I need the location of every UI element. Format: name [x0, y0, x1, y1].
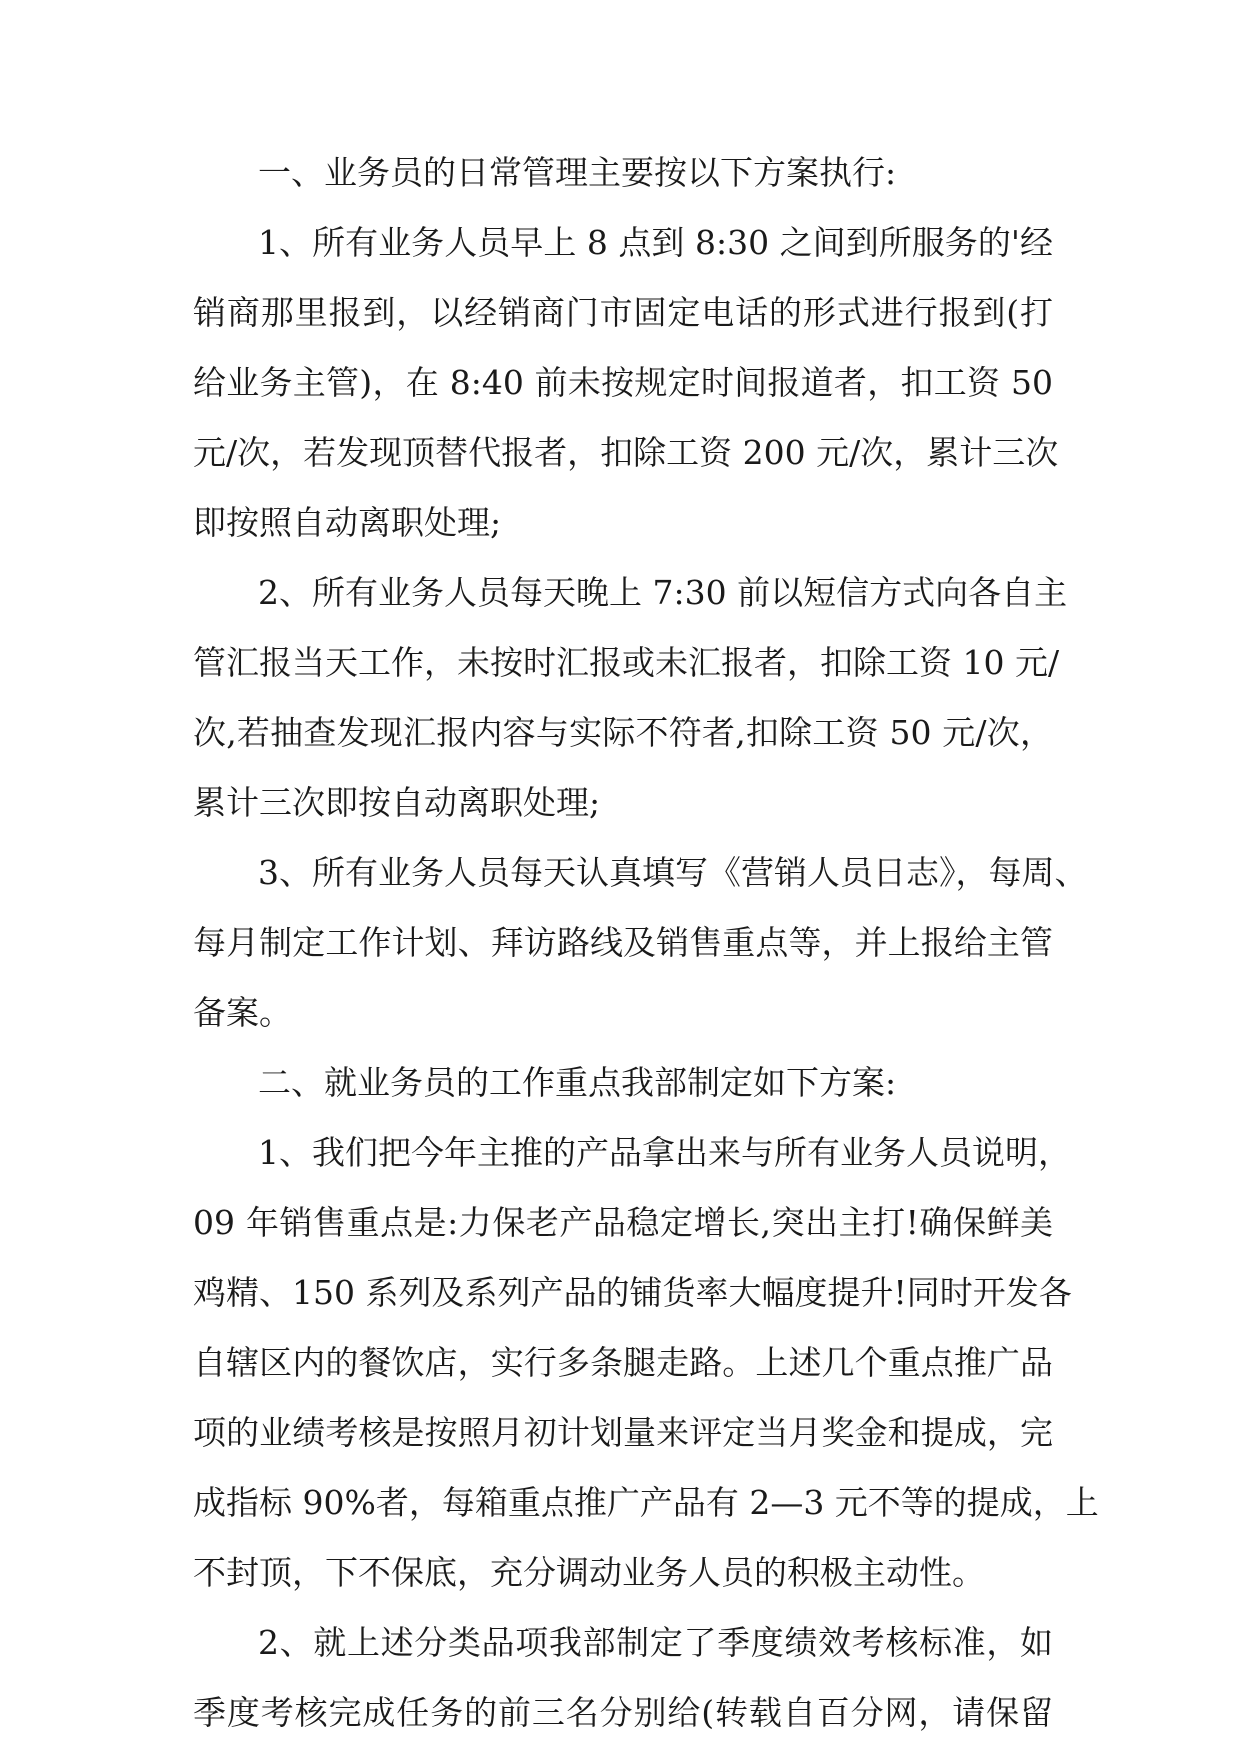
paragraph-line: 即按照自动离职处理; — [193, 503, 502, 542]
paragraph-line: 09 年销售重点是:力保老产品稳定增长,突出主打!确保鲜美 — [193, 1203, 1053, 1242]
paragraph-line: 2、就上述分类品项我部制定了季度绩效考核标准，如 — [258, 1623, 1053, 1662]
paragraph-line: 累计三次即按自动离职处理; — [193, 783, 601, 822]
paragraph-line: 元/次，若发现顶替代报者，扣除工资 200 元/次，累计三次 — [193, 433, 1059, 472]
paragraph-line: 项的业绩考核是按照月初计划量来评定当月奖金和提成，完 — [193, 1413, 1053, 1452]
paragraph-line: 1、所有业务人员早上 8 点到 8:30 之间到所服务的'经 — [258, 223, 1053, 262]
paragraph-line: 自辖区内的餐饮店，实行多条腿走路。上述几个重点推广品 — [193, 1343, 1053, 1382]
paragraph-line: 鸡精、150 系列及系列产品的铺货率大幅度提升!同时开发各 — [193, 1273, 1072, 1312]
paragraph-line: 2、所有业务人员每天晚上 7:30 前以短信方式向各自主 — [258, 573, 1068, 612]
paragraph-line: 3、所有业务人员每天认真填写《营销人员日志》，每周、 — [258, 853, 1088, 892]
paragraph-line: 给业务主管)，在 8:40 前未按规定时间报道者，扣工资 50 — [193, 363, 1053, 402]
paragraph-line: 销商那里报到，以经销商门市固定电话的形式进行报到(打 — [193, 293, 1053, 332]
paragraph-line: 每月制定工作计划、拜访路线及销售重点等，并上报给主管 — [193, 923, 1053, 962]
section-heading-1: 一、业务员的日常管理主要按以下方案执行: — [258, 153, 897, 192]
paragraph-line: 成指标 90%者，每箱重点推广产品有 2—3 元不等的提成，上 — [193, 1483, 1099, 1522]
section-heading-2: 二、就业务员的工作重点我部制定如下方案: — [258, 1063, 897, 1102]
paragraph-line: 不封顶，下不保底，充分调动业务人员的积极主动性。 — [193, 1553, 985, 1592]
paragraph-line: 次,若抽查发现汇报内容与实际不符者,扣除工资 50 元/次， — [193, 713, 1053, 752]
paragraph-line: 管汇报当天工作，未按时汇报或未汇报者，扣除工资 10 元/ — [193, 643, 1060, 682]
paragraph-line: 季度考核完成任务的前三名分别给(转载自百分网，请保留 — [193, 1693, 1053, 1732]
paragraph-line: 1、我们把今年主推的产品拿出来与所有业务人员说明， — [258, 1133, 1071, 1172]
paragraph-line: 备案。 — [193, 993, 292, 1032]
